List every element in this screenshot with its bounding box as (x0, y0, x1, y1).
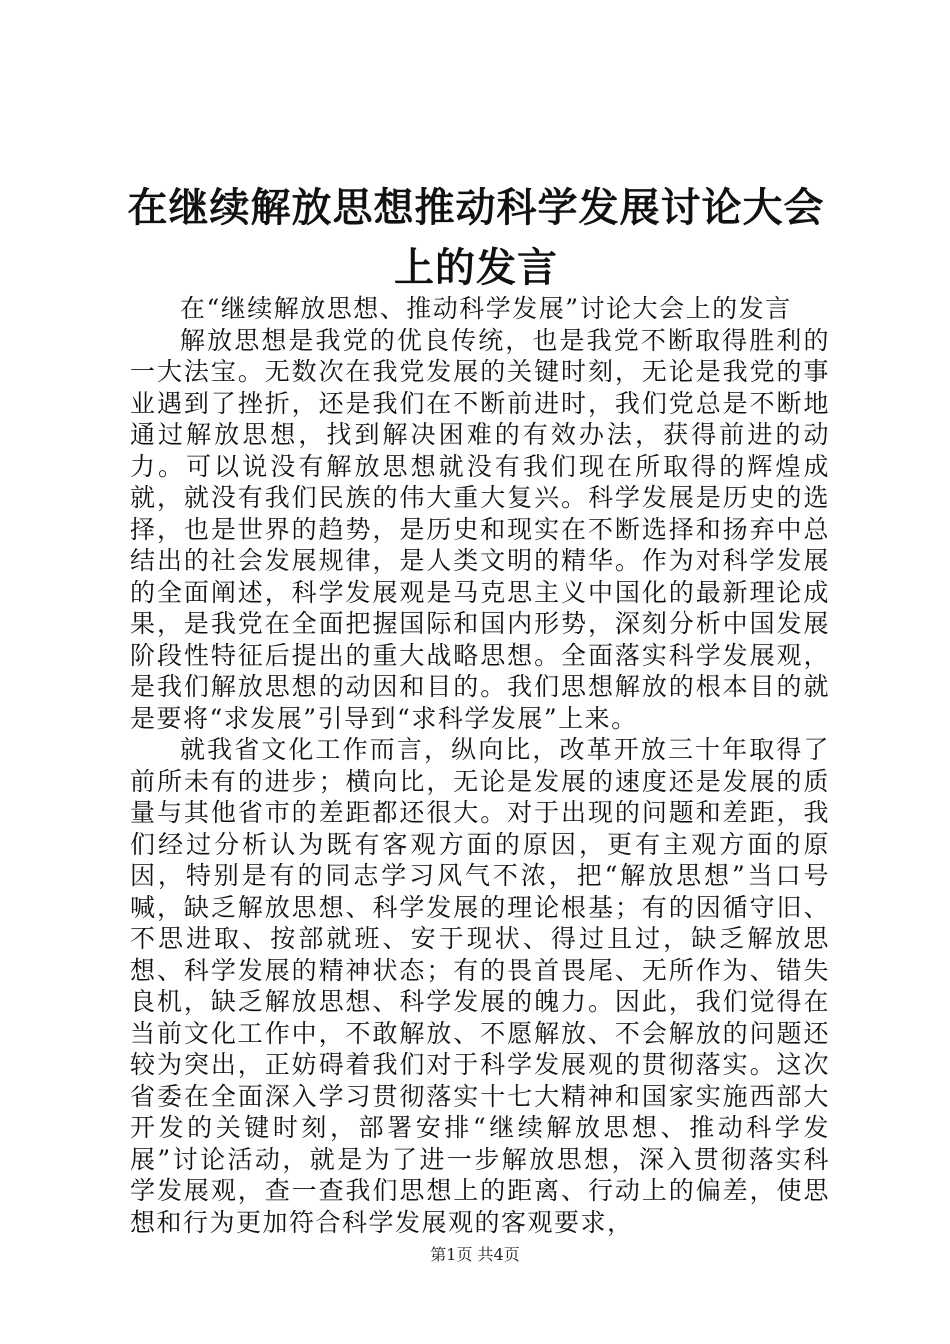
body-paragraph: 就我省文化工作而言，纵向比，改革开放三十年取得了前所未有的进步；横向比，无论是发展的速度还是发展的质量与其他省市的差距都还很大。对于出现的问题和差距，我们经过分析认为既有客观方面的原因，更有主观方面的原因，特别是有的同志学习风气不浓，把“解放思想”当口号喊，缺乏解放思想、科学发展的理论根基；有的因循守旧、不思进取、按部就班、安于现状、得过且过，缺乏解放思想、科学发展的精神状态；有的畏首畏尾、无所作为、错失良机，缺乏解放思想、科学发展的魄力。因此，我们觉得在当前文化工作中，不敢解放、不愿解放、不会解放的问题还较为突出，正妨碍着我们对于科学发展观的贯彻落实。这次省委在全面深入学习贯彻落实十七大精神和国家实施西部大开发的关键时刻，部署安排“继续解放思想、推动科学发展”讨论活动，就是为了进一步解放思想，深入贯彻落实科学发展观，查一查我们思想上的距离、行动上的偏差，使思想和行为更加符合科学发展观的客观要求， (130, 735, 830, 1237)
subtitle-paragraph: 在“继续解放思想、推动科学发展”讨论大会上的发言 (180, 294, 792, 323)
body-paragraph: 解放思想是我党的优良传统，也是我党不断取得胜利的一大法宝。无数次在我党发展的关键时刻，无论是我党的事业遇到了挫折，还是我们在不断前进时，我们党总是不断地通过解放思想，找到解决困难的有效办法，获得前进的动力。可以说没有解放思想就没有我们现在所取得的辉煌成就，就没有我们民族的伟大重大复兴。科学发展是历史的选择，也是世界的趋势，是历史和现实在不断选择和扬弃中总结出的社会发展规律，是人类文明的精华。作为对科学发展的全面阐述，科学发展观是马克思主义中国化的最新理论成果，是我党在全面把握国际和国内形势，深刻分析中国发展阶段性特征后提出的重大战略思想。全面落实科学发展观，是我们解放思想的动因和目的。我们思想解放的根本目的就是要将“求发展”引导到“求科学发展”上来。 (130, 325, 830, 733)
page-number-footer: 第1页 共4页 (430, 1245, 520, 1264)
document-body (130, 293, 830, 1238)
document-title: 在继续解放思想推动科学发展讨论大会上的发言 (127, 184, 825, 291)
